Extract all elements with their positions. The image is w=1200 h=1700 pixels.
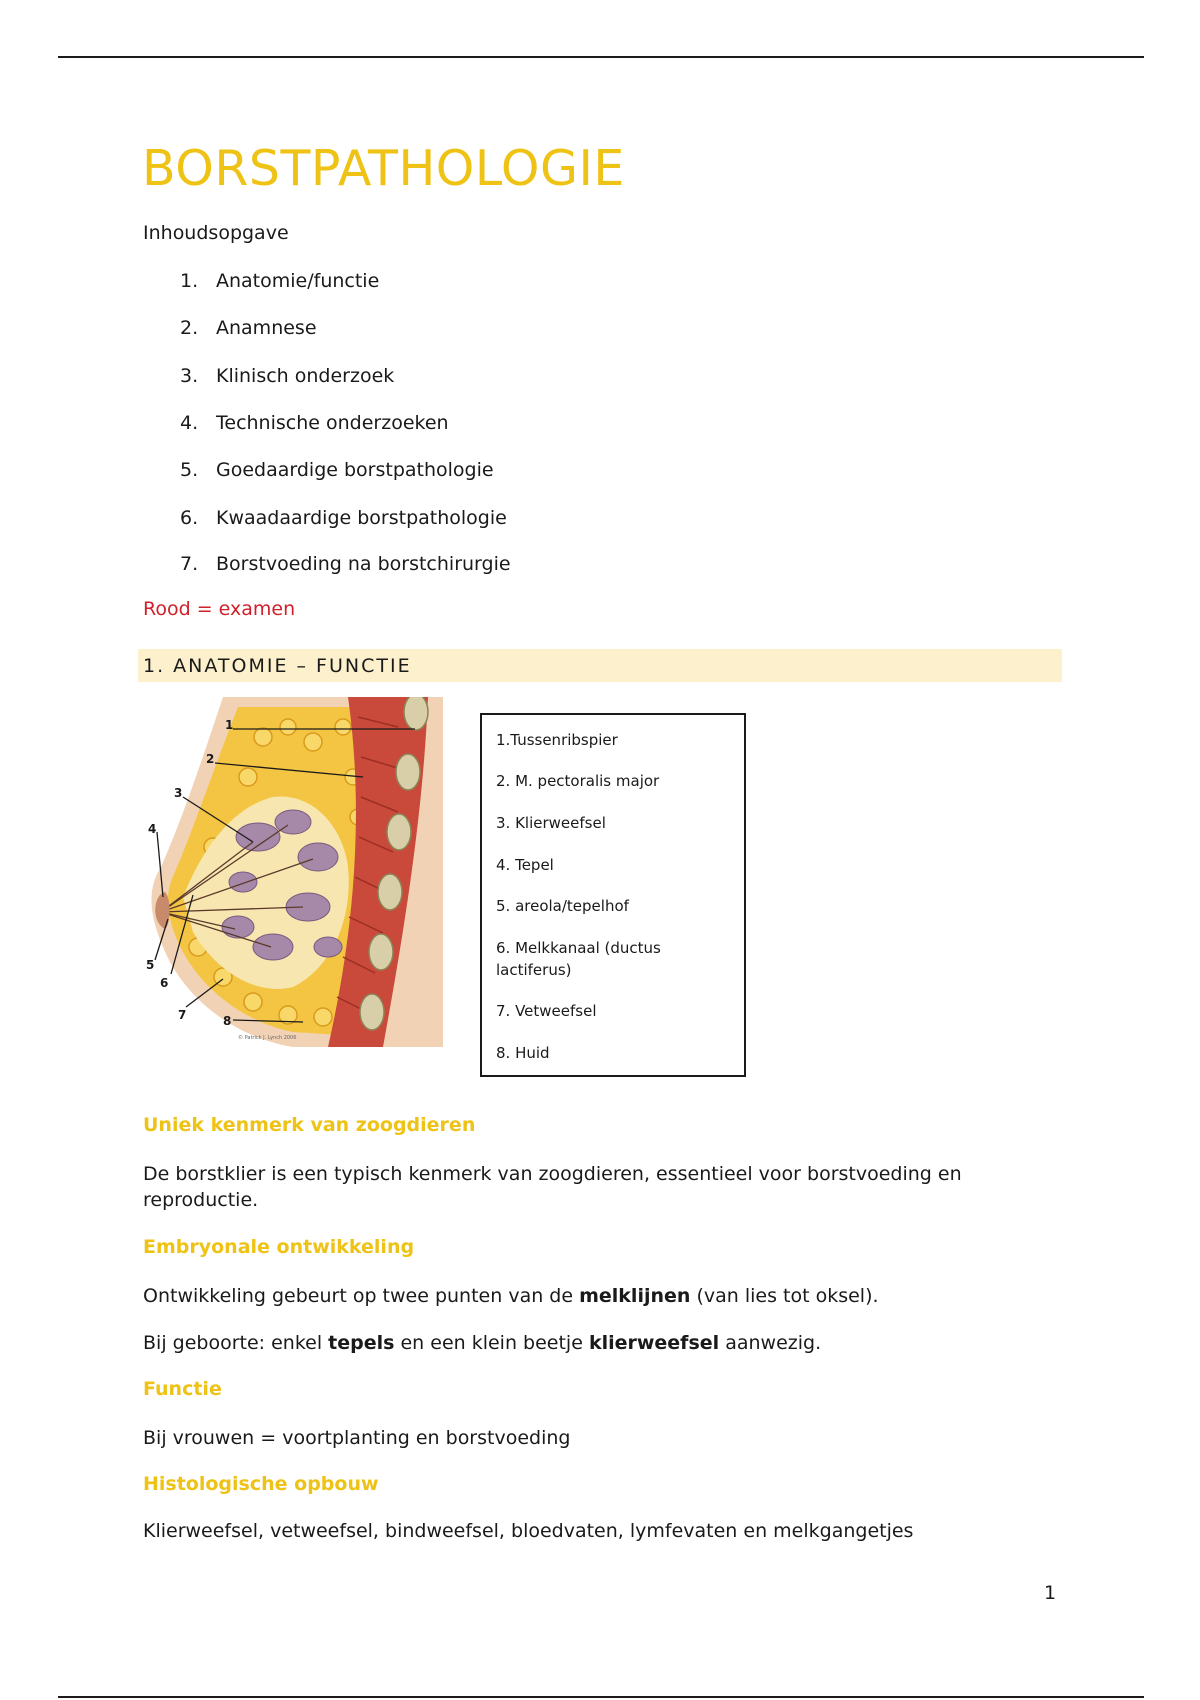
figure-label: 1	[225, 718, 234, 732]
toc-item: 3. Klinisch onderzoek	[180, 365, 395, 387]
anatomy-drawing	[143, 697, 443, 1047]
breast-anatomy-illustration	[143, 697, 443, 1047]
legend-item: 3. Klierweefsel	[496, 814, 606, 832]
top-rule	[58, 56, 1144, 58]
paragraph-borstklier: De borstklier is een typisch kenmerk van zoogdieren, essentieel voor borstvoeding en reproductie.	[143, 1163, 962, 1211]
document-title: BORSTPATHOLOGIE	[142, 140, 625, 197]
legend-item: 7. Vetweefsel	[496, 1002, 597, 1020]
legend-item: 8. Huid	[496, 1044, 550, 1062]
page-number: 1	[1044, 1582, 1057, 1604]
subheading-uniek-kenmerk: Uniek kenmerk van zoogdieren	[143, 1114, 476, 1136]
legend-item: 5. areola/tepelhof	[496, 897, 629, 915]
toc-item: 1. Anatomie/functie	[180, 270, 380, 292]
figure-label: 4	[148, 822, 157, 836]
figure-label: 8	[223, 1014, 232, 1028]
toc-item: 6. Kwaadaardige borstpathologie	[180, 507, 507, 529]
toc-item: 5. Goedaardige borstpathologie	[180, 459, 494, 481]
paragraph-functie: Bij vrouwen = voortplanting en borstvoeding	[143, 1427, 571, 1449]
figure-label: 2	[206, 752, 215, 766]
figure-copyright: © Patrick J. Lynch 2006	[238, 1035, 297, 1041]
legend-item: 2. M. pectoralis major	[496, 772, 660, 790]
toc-item: 7. Borstvoeding na borstchirurgie	[180, 553, 511, 575]
paragraph-melklijnen: Ontwikkeling gebeurt op twee punten van de melklijnen (van lies tot oksel).	[143, 1285, 879, 1307]
subheading-histologische-opbouw: Histologische opbouw	[143, 1473, 379, 1495]
toc-item: 2. Anamnese	[180, 317, 317, 339]
legend-item: 6. Melkkanaal (ductus lactiferus)	[496, 939, 661, 979]
figure-label: 3	[174, 786, 183, 800]
figure-label: 5	[146, 958, 155, 972]
toc-label: Inhoudsopgave	[143, 222, 289, 244]
legend-item: 1.Tussenribspier	[496, 731, 618, 749]
toc-item: 4. Technische onderzoeken	[180, 412, 449, 434]
figure-label: 6	[160, 976, 169, 990]
figure-legend	[480, 713, 746, 1077]
paragraph-histologie: Klierweefsel, vetweefsel, bindweefsel, bloedvaten, lymfevaten en melkgangetjes	[143, 1520, 914, 1542]
legend-item: 4. Tepel	[496, 856, 554, 874]
paragraph-geboorte: Bij geboorte: enkel tepels en een klein beetje klierweefsel aanwezig.	[143, 1332, 822, 1354]
figure-label: 7	[178, 1008, 187, 1022]
subheading-functie: Functie	[143, 1378, 222, 1400]
section-title: 1. ANATOMIE – FUNCTIE	[143, 655, 412, 677]
exam-legend-note: Rood = examen	[143, 598, 296, 620]
bottom-rule	[58, 1696, 1144, 1698]
subheading-embryonale-ontwikkeling: Embryonale ontwikkeling	[143, 1236, 415, 1258]
